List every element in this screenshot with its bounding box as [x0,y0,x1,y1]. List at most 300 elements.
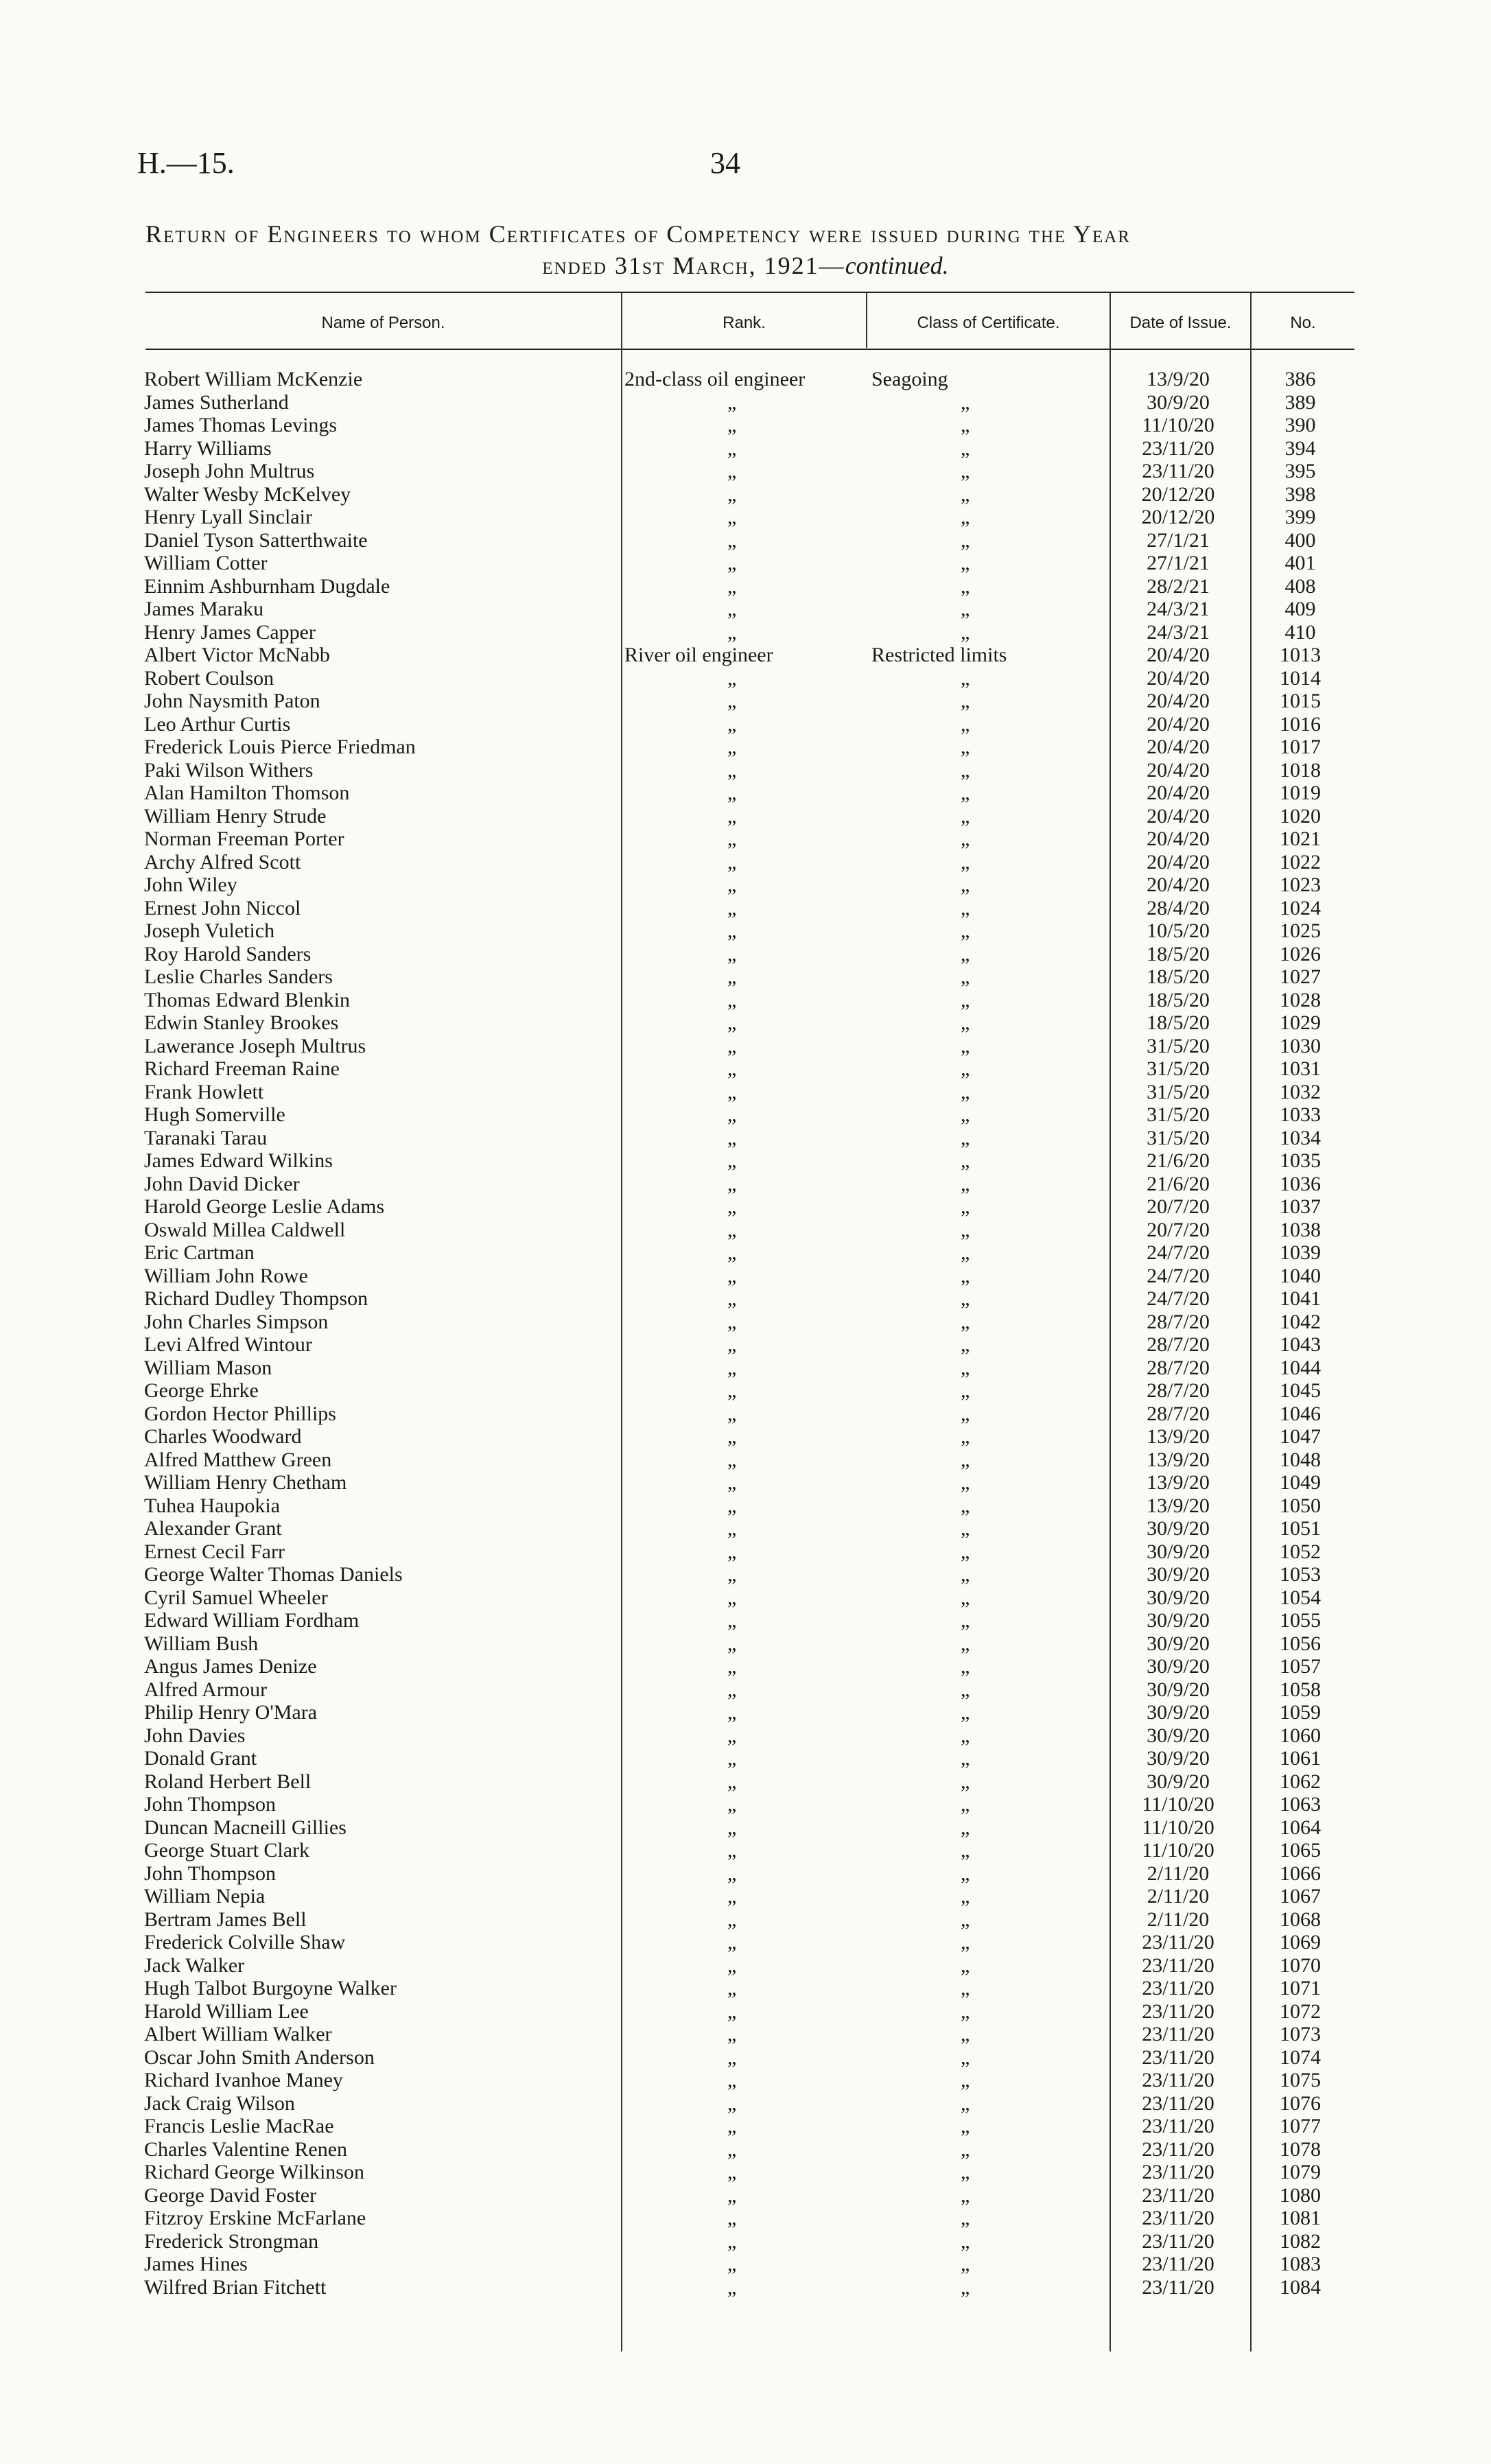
table-row [0,1195,1491,1219]
date-of-issue: 20/4/20 [1147,644,1210,666]
table-row [0,1403,1491,1426]
certificate-class: „ [961,1517,970,1540]
date-of-issue: 20/7/20 [1147,1218,1210,1241]
table-row [0,1770,1491,1794]
date-of-issue: 23/11/20 [1142,2069,1214,2091]
date-of-issue: 23/11/20 [1142,436,1214,460]
date-of-issue: 31/5/20 [1147,1126,1210,1149]
date-of-issue: 18/5/20 [1147,988,1210,1011]
date-of-issue: 2/11/20 [1147,1862,1210,1885]
certificate-number: 1053 [1280,1563,1321,1586]
table-row [0,965,1491,989]
certificate-number: 1042 [1280,1310,1321,1333]
certificate-number: 1051 [1280,1517,1321,1540]
date-of-issue: 20/4/20 [1147,666,1210,690]
certificate-class: „ [961,1678,970,1701]
certificate-class: „ [961,1195,970,1218]
certificate-number: 1039 [1280,1241,1321,1264]
date-of-issue: 23/11/20 [1142,2091,1214,2115]
certificate-number: 1059 [1280,1701,1321,1724]
engineer-rank: „ [727,1149,737,1172]
certificate-class: „ [961,2207,970,2229]
table-row [0,2023,1491,2046]
engineer-name: Fitzroy Erskine McFarlane [144,2207,366,2229]
certificate-class: „ [961,2069,970,2091]
date-of-issue: 2/11/20 [1147,1908,1210,1931]
table-row [0,851,1491,874]
certificate-number: 1023 [1280,873,1321,896]
engineer-rank: „ [727,574,737,598]
certificate-class: „ [961,736,970,758]
certificate-class: „ [961,1747,970,1770]
engineer-name: William Mason [144,1356,272,1379]
certificate-number: 1061 [1280,1747,1321,1770]
engineer-name: Edwin Stanley Brookes [144,1011,339,1034]
certificate-class: „ [961,598,970,620]
certificate-class: „ [961,1793,970,1816]
certificate-number: 1015 [1280,690,1321,712]
table-row [0,575,1491,598]
date-of-issue: 13/9/20 [1147,1448,1210,1471]
engineer-rank: „ [727,1379,737,1402]
engineer-rank: „ [727,1264,737,1287]
engineer-rank: „ [727,758,737,782]
certificate-class: „ [961,414,970,436]
table-row [0,644,1491,667]
table-row [0,2276,1491,2299]
engineer-name: Albert William Walker [144,2023,332,2045]
certificate-number: 1072 [1280,1999,1321,2023]
engineer-rank: „ [727,1655,737,1678]
date-of-issue: 28/7/20 [1147,1356,1210,1379]
certificate-number: 1043 [1280,1333,1321,1356]
engineer-name: Francis Leslie MacRae [144,2115,334,2137]
certificate-class: „ [961,1999,970,2023]
certificate-number: 1038 [1280,1218,1321,1241]
table-row [0,621,1491,644]
engineer-rank: „ [727,620,737,644]
certificate-class: „ [961,1862,970,1885]
certificate-number: 1031 [1280,1057,1321,1080]
table-row [0,713,1491,736]
certificate-class: „ [961,1103,970,1126]
certificate-class: „ [961,436,970,460]
certificate-number: 1047 [1280,1425,1321,1448]
engineer-name: Angus James Denize [144,1655,317,1678]
engineer-name: Oscar John Smith Anderson [144,2045,375,2069]
engineer-rank: „ [727,2275,737,2299]
certificate-class: „ [961,2229,970,2253]
table-row [0,1149,1491,1173]
date-of-issue: 30/9/20 [1147,1540,1210,1563]
table-row [0,2138,1491,2161]
certificate-class: „ [961,873,970,896]
engineer-name: Alexander Grant [144,1517,282,1540]
engineer-rank: „ [727,1563,737,1586]
engineer-rank: „ [727,2023,737,2045]
date-of-issue: 23/11/20 [1142,1977,1214,1999]
engineer-name: John Naysmith Paton [144,690,320,712]
engineer-name: Richard Dudley Thompson [144,1287,368,1310]
table-row [0,1448,1491,1472]
engineer-rank: „ [727,919,737,942]
engineer-rank: „ [727,1126,737,1149]
certificate-number: 1063 [1280,1793,1321,1816]
date-of-issue: 23/11/20 [1142,2253,1214,2275]
date-of-issue: 30/9/20 [1147,1632,1210,1655]
engineer-rank: „ [727,528,737,552]
engineer-name: Thomas Edward Blenkin [144,988,350,1011]
certificate-class: „ [961,1953,970,1977]
certificate-number: 1048 [1280,1448,1321,1471]
certificate-number: 1067 [1280,1885,1321,1908]
certificate-number: 1025 [1280,919,1321,942]
date-of-issue: 23/11/20 [1142,1999,1214,2023]
date-of-issue: 23/11/20 [1142,2183,1214,2207]
certificate-number: 1079 [1280,2161,1321,2183]
certificate-number: 1078 [1280,2137,1321,2161]
engineer-name: Oswald Millea Caldwell [144,1218,346,1241]
table-row [0,1954,1491,1978]
certificate-number: 1065 [1280,1839,1321,1862]
certificate-number: 400 [1284,528,1316,552]
certificate-class: „ [961,2183,970,2207]
engineer-rank: „ [727,1540,737,1563]
table-row [0,1494,1491,1518]
certificate-number: 1066 [1280,1862,1321,1885]
certificate-class: „ [961,690,970,712]
engineer-name: George Stuart Clark [144,1839,310,1862]
engineer-rank: „ [727,1172,737,1195]
certificate-class: „ [961,1931,970,1953]
certificate-class: „ [961,1425,970,1448]
date-of-issue: 20/4/20 [1147,850,1210,873]
table-row [0,1632,1491,1656]
date-of-issue: 20/4/20 [1147,804,1210,828]
engineer-rank: „ [727,712,737,736]
certificate-number: 1020 [1280,804,1321,828]
date-of-issue: 30/9/20 [1147,1563,1210,1586]
engineer-rank: „ [727,1724,737,1747]
certificate-number: 395 [1284,460,1316,482]
date-of-issue: 23/11/20 [1142,1931,1214,1953]
certificate-number: 1056 [1280,1632,1321,1655]
certificate-number: 1071 [1280,1977,1321,1999]
engineer-rank: „ [727,1241,737,1264]
date-of-issue: 30/9/20 [1147,1724,1210,1747]
engineer-rank: „ [727,1080,737,1103]
table-row [0,943,1491,966]
certificate-number: 1022 [1280,850,1321,873]
date-of-issue: 11/10/20 [1142,414,1214,436]
engineer-rank: „ [727,2069,737,2091]
certificate-class: „ [961,1586,970,1609]
date-of-issue: 31/5/20 [1147,1034,1210,1057]
table-title-line-1: Return of Engineers to whom Certificates of Competency were issued during the Year [145,220,1131,248]
engineer-rank: „ [727,436,737,460]
engineer-name: Ernest John Niccol [144,896,301,919]
certificate-class: „ [961,390,970,414]
table-row [0,1379,1491,1403]
date-of-issue: 23/11/20 [1142,2023,1214,2045]
certificate-class: „ [961,1264,970,1287]
table-row [0,1931,1491,1954]
engineer-rank: „ [727,2161,737,2183]
certificate-number: 1017 [1280,736,1321,758]
certificate-number: 1033 [1280,1103,1321,1126]
certificate-class: „ [961,574,970,598]
engineer-name: Leslie Charles Sanders [144,965,333,988]
engineer-name: Archy Alfred Scott [144,850,301,873]
certificate-number: 1030 [1280,1034,1321,1057]
certificate-class: „ [961,1356,970,1379]
table-row [0,1103,1491,1127]
engineer-name: Alan Hamilton Thomson [144,782,350,804]
table-row [0,1287,1491,1311]
date-of-issue: 31/5/20 [1147,1057,1210,1080]
engineer-rank: „ [727,1931,737,1953]
engineer-name: James Hines [144,2253,248,2275]
date-of-issue: 20/4/20 [1147,828,1210,850]
certificate-number: 1081 [1280,2207,1321,2229]
engineer-rank: „ [727,1287,737,1310]
table-row [0,2046,1491,2069]
engineer-name: Charles Woodward [144,1425,302,1448]
engineer-name: Lawerance Joseph Multrus [144,1034,366,1057]
engineer-rank: „ [727,1885,737,1908]
table-row [0,2184,1491,2207]
engineer-name: Harold William Lee [144,1999,309,2023]
certificate-class: „ [961,1540,970,1563]
certificate-number: 1045 [1280,1379,1321,1402]
engineer-name: Jack Walker [144,1953,245,1977]
certificate-number: 1057 [1280,1655,1321,1678]
table-row [0,1908,1491,1932]
certificate-number: 1082 [1280,2229,1321,2253]
engineer-rank: „ [727,666,737,690]
certificate-number: 1080 [1280,2183,1321,2207]
engineer-rank: „ [727,506,737,528]
engineer-name: John Thompson [144,1862,276,1885]
engineer-rank: „ [727,1517,737,1540]
certificate-number: 1014 [1280,666,1321,690]
certificate-number: 1083 [1280,2253,1321,2275]
engineer-name: Tuhea Haupokia [144,1494,281,1517]
date-of-issue: 30/9/20 [1147,1517,1210,1540]
table-row [0,414,1491,437]
engineer-name: William Bush [144,1632,259,1655]
certificate-number: 1052 [1280,1540,1321,1563]
engineer-rank: „ [727,2045,737,2069]
engineer-name: George David Foster [144,2183,317,2207]
engineer-rank: „ [727,1195,737,1218]
table-row [0,1081,1491,1104]
engineer-name: William Henry Strude [144,804,327,828]
engineer-rank: „ [727,1333,737,1356]
table-row [0,1747,1491,1770]
engineer-rank: „ [727,1862,737,1885]
certificate-number: 1084 [1280,2275,1321,2299]
table-row [0,598,1491,621]
engineer-rank: „ [727,850,737,873]
column-header-name: Name of Person. [321,314,445,332]
table-row [0,2069,1491,2092]
certificate-class: „ [961,2023,970,2045]
date-of-issue: 28/7/20 [1147,1333,1210,1356]
date-of-issue: 18/5/20 [1147,942,1210,965]
certificate-class: „ [961,552,970,574]
date-of-issue: 23/11/20 [1142,460,1214,482]
engineer-rank: „ [727,1448,737,1471]
engineer-name: Hugh Somerville [144,1103,285,1126]
engineer-name: William Nepia [144,1885,266,1908]
engineer-name: Daniel Tyson Satterthwaite [144,528,368,552]
table-row [0,919,1491,943]
certificate-number: 1041 [1280,1287,1321,1310]
column-header-rank: Rank. [723,314,766,332]
header-top-rule [145,292,1354,293]
table-title-continued: continued. [845,252,949,279]
engineer-name: George Ehrke [144,1379,259,1402]
certificate-class: „ [961,2091,970,2115]
engineer-rank: „ [727,804,737,828]
certificate-class: „ [961,1310,970,1333]
certificate-class: „ [961,2045,970,2069]
engineer-rank: „ [727,942,737,965]
engineer-name: James Sutherland [144,390,289,414]
certificate-class: „ [961,1057,970,1080]
date-of-issue: 13/9/20 [1147,1471,1210,1494]
engineer-rank: „ [727,2253,737,2275]
certificate-number: 389 [1284,390,1316,414]
engineer-rank: „ [727,460,737,482]
table-row [0,2000,1491,2023]
certificate-class: „ [961,896,970,919]
certificate-class: „ [961,782,970,804]
date-of-issue: 23/11/20 [1142,2115,1214,2137]
certificate-class: „ [961,2137,970,2161]
date-of-issue: 30/9/20 [1147,1770,1210,1793]
table-row [0,1265,1491,1288]
engineer-rank: „ [727,2115,737,2137]
page-number: 34 [710,146,740,180]
engineer-name: James Maraku [144,598,264,620]
date-of-issue: 28/7/20 [1147,1402,1210,1425]
engineer-rank: „ [727,736,737,758]
engineer-rank: „ [727,1770,737,1793]
date-of-issue: 13/9/20 [1147,368,1210,390]
table-row [0,1701,1491,1724]
date-of-issue: 24/3/21 [1147,620,1210,644]
engineer-rank: „ [727,1747,737,1770]
engineer-name: Wilfred Brian Fitchett [144,2275,327,2299]
date-of-issue: 11/10/20 [1142,1839,1214,1862]
engineer-name: Frederick Colville Shaw [144,1931,346,1953]
table-row [0,873,1491,897]
engineer-rank: „ [727,1793,737,1816]
date-of-issue: 23/11/20 [1142,2275,1214,2299]
engineer-name: William John Rowe [144,1264,308,1287]
table-row [0,1471,1491,1494]
engineer-rank: „ [727,896,737,919]
certificate-class: „ [961,1241,970,1264]
table-row [0,1816,1491,1840]
engineer-rank: „ [727,1471,737,1494]
certificate-number: 1028 [1280,988,1321,1011]
certificate-class: „ [961,712,970,736]
date-of-issue: 30/9/20 [1147,1678,1210,1701]
date-of-issue: 23/11/20 [1142,2229,1214,2253]
certificate-number: 1076 [1280,2091,1321,2115]
engineer-name: Leo Arthur Curtis [144,712,291,736]
engineer-rank: „ [727,1402,737,1425]
table-row [0,667,1491,690]
engineer-rank: 2nd-class oil engineer [624,368,806,390]
certificate-class: „ [961,1977,970,1999]
date-of-issue: 2/11/20 [1147,1885,1210,1908]
engineer-name: Joseph Vuletich [144,919,275,942]
engineer-rank: „ [727,1839,737,1862]
engineer-name: Roy Harold Sanders [144,942,312,965]
certificate-number: 1034 [1280,1126,1321,1149]
certificate-class: „ [961,988,970,1011]
certificate-number: 398 [1284,482,1316,506]
certificate-class: „ [961,2253,970,2275]
engineer-name: John Wiley [144,873,237,896]
date-of-issue: 28/7/20 [1147,1379,1210,1402]
engineer-name: Alfred Armour [144,1678,268,1701]
certificate-number: 1036 [1280,1172,1321,1195]
date-of-issue: 20/4/20 [1147,712,1210,736]
table-row [0,736,1491,759]
certificate-class: „ [961,919,970,942]
certificate-number: 1029 [1280,1011,1321,1034]
table-row [0,529,1491,552]
certificate-class: „ [961,828,970,850]
table-row [0,1839,1491,1862]
engineer-name: John Thompson [144,1793,276,1816]
certificate-number: 1032 [1280,1080,1321,1103]
engineer-name: James Thomas Levings [144,414,338,436]
engineer-name: Donald Grant [144,1747,257,1770]
certificate-number: 1070 [1280,1953,1321,1977]
date-of-issue: 23/11/20 [1142,1953,1214,1977]
engineer-rank: River oil engineer [624,644,773,666]
engineer-name: Harold George Leslie Adams [144,1195,385,1218]
engineer-name: Gordon Hector Phillips [144,1402,336,1425]
date-of-issue: 20/4/20 [1147,782,1210,804]
certificate-class: „ [961,1655,970,1678]
table-row [0,1011,1491,1035]
date-of-issue: 13/9/20 [1147,1425,1210,1448]
certificate-class: „ [961,2275,970,2299]
table-row [0,1057,1491,1081]
certificate-class: „ [961,804,970,828]
certificate-class: „ [961,2115,970,2137]
table-row [0,1311,1491,1334]
certificate-class: „ [961,965,970,988]
table-row [0,1173,1491,1196]
engineer-name: Frederick Louis Pierce Friedman [144,736,416,758]
engineer-rank: „ [727,690,737,712]
certificate-number: 394 [1284,436,1316,460]
date-of-issue: 20/4/20 [1147,690,1210,712]
engineer-rank: „ [727,1356,737,1379]
certificate-number: 1069 [1280,1931,1321,1953]
certificate-class: „ [961,1333,970,1356]
engineer-name: Roland Herbert Bell [144,1770,312,1793]
date-of-issue: 20/4/20 [1147,758,1210,782]
